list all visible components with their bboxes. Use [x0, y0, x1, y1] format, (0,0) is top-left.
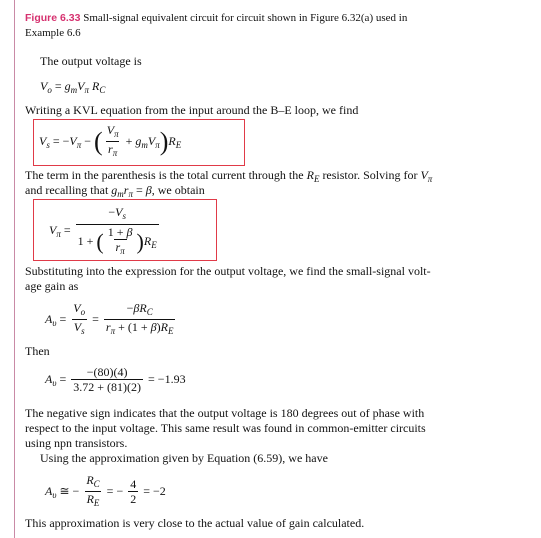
para-output-voltage: The output voltage is	[40, 54, 142, 68]
para-term-text2: resistor. Solving for	[322, 168, 418, 182]
approx-denominator: 2	[130, 492, 137, 506]
equation-kvl: $V_s = -V_\pi$ − ( $\frac{V_\pi}{r_\pi}$ + $g_mV_\pi)R_E$	[39, 123, 182, 158]
equation-vpi: $V_\pi$ = $-V_s$ 1 + ( $\frac{1 + \beta}{r_\pi}$ )$R_E$	[49, 205, 157, 256]
para-then: Then	[25, 344, 50, 358]
equation-approx-gain: $A_\upsilon$ ≅ − $\frac{R_C}{R_E}$ = − $\frac{4}{2}$ = −2	[45, 473, 166, 508]
para-recalling-text1: and recalling that	[25, 183, 109, 197]
para-recalling: and recalling that $g_mr_\pi = \beta$, we obtain	[25, 183, 205, 199]
para-final: This approximation is very close to the actual value of gain calculated.	[25, 516, 365, 530]
para-recalling-text2: , we obtain	[151, 183, 205, 197]
approx-result: = −2	[143, 483, 166, 498]
para-kvl: Writing a KVL equation from the input around the B–E loop, we find	[25, 103, 359, 117]
caption-text-line1: Small-signal equivalent circuit for circuit shown in Figure 6.32(a) used in	[83, 12, 408, 24]
caption-text-line2: Example 6.6	[25, 27, 81, 39]
para-substituting-line1: Substituting into the expression for the output voltage, we find the small-signal volt-	[25, 264, 431, 278]
para-term: The term in the parenthesis is the total current through the $R_E$ resistor. Solving for $V_\pi$	[25, 168, 433, 184]
approx-numerator: 4	[130, 477, 137, 491]
equation-numeric-gain: $A_\upsilon$ = $\frac{-(80)(4)}{3.72 + (81)(2)}$ = −1.93	[45, 365, 186, 394]
equation-output-voltage: $V_o = g_mV_\pi$ $R_C$	[40, 79, 106, 95]
para-negative-line2: respect to the input voltage. This same result was found in common-emitter circuits	[25, 421, 426, 435]
numeric-gain-result: = −1.93	[148, 371, 186, 386]
figure-caption	[25, 11, 407, 26]
numeric-gain-denominator: 3.72 + (81)(2)	[73, 380, 142, 394]
numeric-gain-numerator: −(80)(4)	[86, 365, 128, 379]
para-negative-line1: The negative sign indicates that the output voltage is 180 degrees out of phase with	[25, 406, 425, 420]
figure-label: Figure 6.33	[25, 12, 81, 24]
equation-gain: $A_\upsilon$ = $\frac{V_o}{V_s}$ = $\frac{-\beta R_C}{r_\pi + (1 + \beta)R_E}$	[45, 301, 174, 336]
para-term-text1: The term in the parenthesis is the total current through the	[25, 168, 304, 182]
document-page	[14, 0, 537, 538]
para-negative-line3: using npn transistors.	[25, 436, 128, 450]
para-approximation: Using the approximation given by Equation (6.59), we have	[40, 451, 328, 465]
para-substituting-line2: age gain as	[25, 279, 79, 293]
